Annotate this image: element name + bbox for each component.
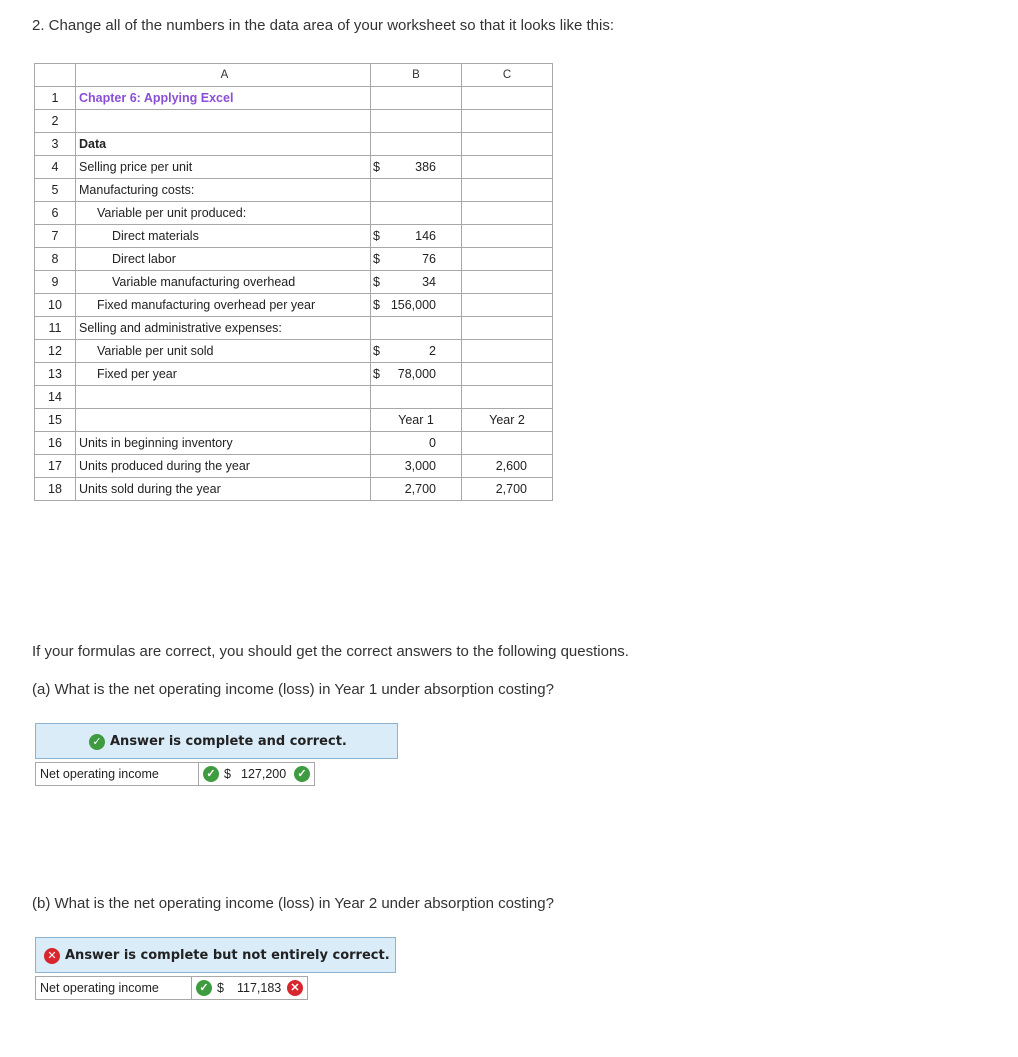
row-number: 2 (35, 110, 76, 133)
currency-symbol: $ (373, 275, 380, 289)
cell-b-value: 34 (422, 275, 436, 289)
row-number: 1 (35, 87, 76, 110)
cell-c3[interactable] (462, 133, 553, 156)
cell-c4[interactable] (462, 156, 553, 179)
answer-a-value: 127,200 (241, 767, 287, 781)
cell-a1[interactable] (76, 87, 371, 110)
sheet-row-4 (35, 156, 553, 179)
row-number: 7 (35, 225, 76, 248)
cell-b14[interactable] (371, 386, 462, 409)
cell-b-value: 76 (422, 252, 436, 266)
cell-b-value: 386 (415, 160, 436, 174)
cell-c9[interactable] (462, 271, 553, 294)
cell-a16[interactable] (76, 432, 371, 455)
sheet-row-13 (35, 363, 553, 386)
cell-c1[interactable] (462, 87, 553, 110)
cell-b1[interactable] (371, 87, 462, 110)
cell-b5[interactable] (371, 179, 462, 202)
cell-a8[interactable] (76, 248, 371, 271)
cell-b-value: 2 (429, 344, 436, 358)
cell-a-text: Fixed per year (97, 367, 177, 381)
sheet-row-14 (35, 386, 553, 409)
answer-b-banner-text: Answer is complete but not entirely correct. (65, 948, 390, 963)
row-number: 17 (35, 455, 76, 478)
cell-b6[interactable] (371, 202, 462, 225)
row-number: 18 (35, 478, 76, 501)
currency-symbol: $ (373, 344, 380, 358)
row-number: 16 (35, 432, 76, 455)
currency-symbol: $ (373, 367, 380, 381)
cell-a15[interactable] (76, 409, 371, 432)
cell-a-text: Variable per unit produced: (97, 206, 247, 220)
answer-a-dollar: $ (224, 767, 231, 781)
cell-a18[interactable] (76, 478, 371, 501)
cell-c14[interactable] (462, 386, 553, 409)
currency-symbol: $ (373, 160, 380, 174)
cell-a11[interactable] (76, 317, 371, 340)
intro-text: If your formulas are correct, you should get the correct answers to the following questions. (32, 643, 629, 660)
worksheet-table (34, 63, 553, 501)
answer-a-row (35, 762, 315, 786)
row-number: 14 (35, 386, 76, 409)
cell-a-text: Chapter 6: Applying Excel (79, 91, 234, 105)
sheet-row-9 (35, 271, 553, 294)
cell-b17[interactable] (371, 455, 462, 478)
row-number: 4 (35, 156, 76, 179)
cell-a12[interactable] (76, 340, 371, 363)
cross-circle-icon: ✕ (44, 948, 60, 964)
cell-a-text: Units in beginning inventory (79, 436, 233, 450)
sheet-row-18 (35, 478, 553, 501)
check-circle-icon: ✓ (196, 980, 212, 996)
cell-b-value: 0 (429, 436, 436, 450)
answer-b-value-cell[interactable] (191, 976, 308, 1000)
cell-c2[interactable] (462, 110, 553, 133)
cell-a2[interactable] (76, 110, 371, 133)
sheet-row-7 (35, 225, 553, 248)
cell-b4[interactable] (371, 156, 462, 179)
corner-cell (35, 64, 76, 87)
cell-c6[interactable] (462, 202, 553, 225)
col-header-b: B (371, 64, 462, 87)
answer-a-label: Net operating income (35, 762, 199, 786)
cell-b-value: 3,000 (404, 459, 436, 473)
sheet-row-16 (35, 432, 553, 455)
cell-a7[interactable] (76, 225, 371, 248)
sheet-row-11 (35, 317, 553, 340)
cell-b13[interactable] (371, 363, 462, 386)
cell-a-text: Selling and administrative expenses: (79, 321, 282, 335)
cell-b15[interactable]: Year 1 (371, 409, 462, 432)
cell-b-value: 146 (415, 229, 436, 243)
cell-b-value: 78,000 (397, 367, 436, 381)
cell-b18[interactable] (371, 478, 462, 501)
answer-b-row (35, 976, 308, 1000)
sheet-row-3 (35, 133, 553, 156)
question-b-text: (b) What is the net operating income (loss) in Year 2 under absorption costing? (32, 895, 554, 912)
cell-c-value: 2,700 (495, 482, 527, 496)
row-number: 10 (35, 294, 76, 317)
cell-a17[interactable] (76, 455, 371, 478)
cell-a14[interactable] (76, 386, 371, 409)
cross-circle-icon: ✕ (287, 980, 303, 996)
sheet-row-1 (35, 87, 553, 110)
row-number: 15 (35, 409, 76, 432)
row-number: 8 (35, 248, 76, 271)
currency-symbol: $ (373, 298, 380, 312)
instruction-text: 2. Change all of the numbers in the data area of your worksheet so that it looks like this: (32, 17, 614, 34)
cell-c16[interactable] (462, 432, 553, 455)
sheet-row-8 (35, 248, 553, 271)
sheet-row-5 (35, 179, 553, 202)
cell-b16[interactable] (371, 432, 462, 455)
cell-a-text: Manufacturing costs: (79, 183, 195, 197)
col-header-a: A (76, 64, 371, 87)
cell-a-text: Direct materials (112, 229, 199, 243)
sheet-row-12 (35, 340, 553, 363)
cell-a13[interactable] (76, 363, 371, 386)
cell-a-text: Variable manufacturing overhead (112, 275, 296, 289)
sheet-row-10 (35, 294, 553, 317)
cell-a3[interactable] (76, 133, 371, 156)
cell-b8[interactable] (371, 248, 462, 271)
row-number: 9 (35, 271, 76, 294)
sheet-row-17 (35, 455, 553, 478)
answer-a-banner (35, 723, 398, 759)
answer-a-value-cell[interactable] (198, 762, 315, 786)
check-circle-icon: ✓ (294, 766, 310, 782)
answer-a-banner-text: Answer is complete and correct. (110, 734, 347, 749)
check-circle-icon: ✓ (203, 766, 219, 782)
currency-symbol: $ (373, 229, 380, 243)
col-header-c: C (462, 64, 553, 87)
check-circle-icon: ✓ (89, 734, 105, 750)
row-number: 13 (35, 363, 76, 386)
cell-a-text: Data (79, 137, 107, 151)
cell-b12[interactable] (371, 340, 462, 363)
sheet-row-2 (35, 110, 553, 133)
cell-c-value: 2,600 (495, 459, 527, 473)
cell-a-text: Direct labor (112, 252, 176, 266)
answer-b-value: 117,183 (237, 981, 282, 995)
currency-symbol: $ (373, 252, 380, 266)
cell-b-value: 156,000 (390, 298, 436, 312)
cell-c17[interactable] (462, 455, 553, 478)
cell-c8[interactable] (462, 248, 553, 271)
sheet-row-6 (35, 202, 553, 225)
cell-a-text: Fixed manufacturing overhead per year (97, 298, 316, 312)
cell-b-value: 2,700 (404, 482, 436, 496)
cell-a4[interactable] (76, 156, 371, 179)
row-number: 3 (35, 133, 76, 156)
cell-c15[interactable]: Year 2 (462, 409, 553, 432)
cell-b3[interactable] (371, 133, 462, 156)
cell-a-text: Units produced during the year (79, 459, 250, 473)
column-header-row (35, 64, 553, 87)
row-number: 6 (35, 202, 76, 225)
answer-b-banner (35, 937, 396, 973)
answer-b-label: Net operating income (35, 976, 192, 1000)
cell-b9[interactable] (371, 271, 462, 294)
cell-a9[interactable] (76, 271, 371, 294)
cell-a-text: Selling price per unit (79, 160, 193, 174)
cell-c18[interactable] (462, 478, 553, 501)
cell-b2[interactable] (371, 110, 462, 133)
cell-c11[interactable] (462, 317, 553, 340)
cell-c13[interactable] (462, 363, 553, 386)
cell-c5[interactable] (462, 179, 553, 202)
answer-b-dollar: $ (217, 981, 224, 995)
cell-a10[interactable] (76, 294, 371, 317)
row-number: 12 (35, 340, 76, 363)
cell-b10[interactable] (371, 294, 462, 317)
sheet-row-15 (35, 409, 553, 432)
row-number: 11 (35, 317, 76, 340)
cell-a5[interactable] (76, 179, 371, 202)
cell-a6[interactable] (76, 202, 371, 225)
cell-c12[interactable] (462, 340, 553, 363)
cell-c7[interactable] (462, 225, 553, 248)
cell-b11[interactable] (371, 317, 462, 340)
question-a-text: (a) What is the net operating income (loss) in Year 1 under absorption costing? (32, 681, 554, 698)
cell-a-text: Units sold during the year (79, 482, 221, 496)
cell-b7[interactable] (371, 225, 462, 248)
row-number: 5 (35, 179, 76, 202)
cell-a-text: Variable per unit sold (97, 344, 214, 358)
cell-c10[interactable] (462, 294, 553, 317)
